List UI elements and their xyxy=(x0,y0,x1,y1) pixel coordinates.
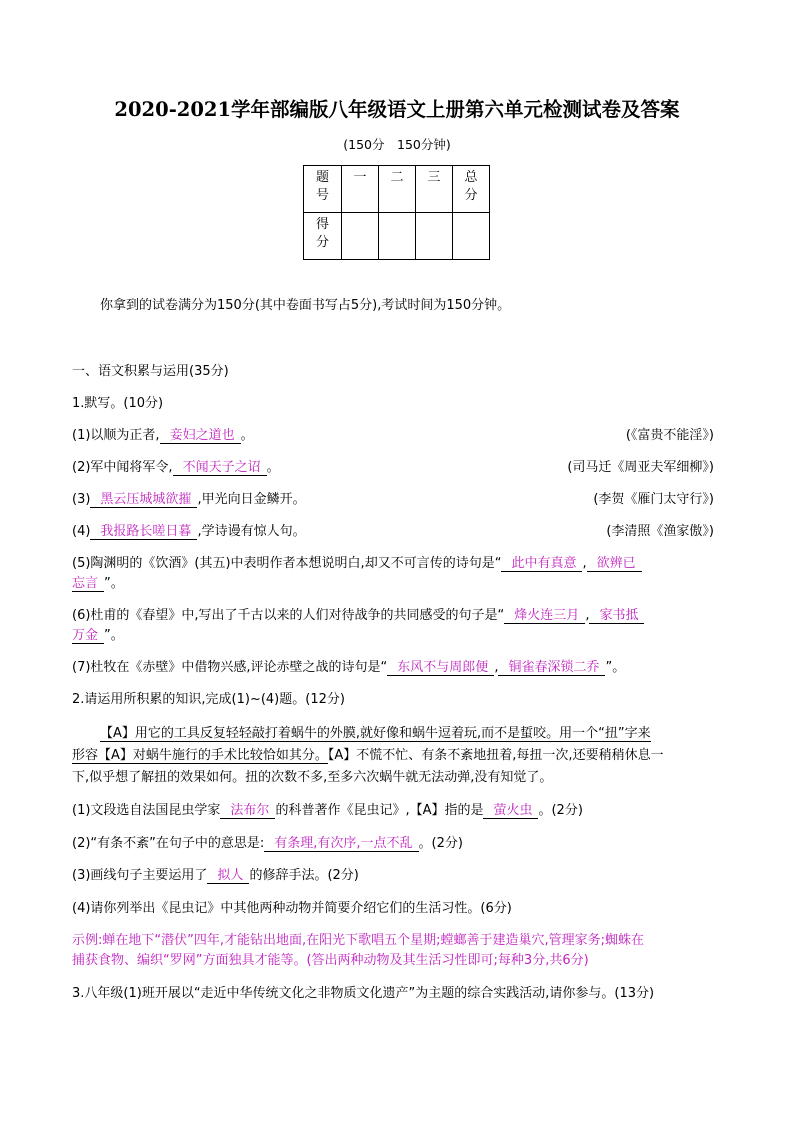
passage-line: 形容【A】对蜗牛施行的手术比较恰如其分。【A】不慌不忙、有条不紊地扭着,每扭一次,还要稍稍休息一 xyxy=(72,748,664,763)
answer-text: 东风不与周郎便 xyxy=(387,660,494,676)
passage-line: 下,似乎想了解扭的效果如何。扭的次数不多,至多六次蜗牛就无法动弹,没有知觉了。 xyxy=(72,770,553,785)
score-table-row xyxy=(304,213,490,260)
question-line: (1)文段选自法国昆虫学家 法布尔 的科普著作《昆虫记》,【A】指的是 萤火虫 。(2分) xyxy=(72,803,583,818)
score-header-cell: 三 xyxy=(416,166,453,213)
answer-text: 不闻天子之诏 xyxy=(173,460,267,476)
question-line-cont: 万金 ”。 xyxy=(72,628,124,643)
source-text: (司马迁《周亚夫军细柳》) xyxy=(567,460,714,475)
source-text: (《富贵不能淫》) xyxy=(625,428,714,443)
answer-text: 萤火虫 xyxy=(483,803,538,819)
answer-text: 拟人 xyxy=(207,868,249,884)
question-line: (2)“有条不紊”在句子中的意思是: 有条理,有次序,一点不乱 。(2分) xyxy=(72,836,463,851)
page-subtitle: (150分 150分钟) xyxy=(343,137,451,152)
question-line: (2)军中闻将军令, 不闻天子之诏 。 (司马迁《周亚夫军细柳》) xyxy=(72,457,722,479)
source-text: (李清照《渔家傲》) xyxy=(606,524,714,539)
answer-text: 黑云压城城欲摧 xyxy=(90,492,197,508)
score-table xyxy=(303,165,490,260)
question-heading: 2.请运用所积累的知识,完成(1)~(4)题。(12分) xyxy=(72,692,345,707)
page-title: 2020-2021学年部编版八年级语文上册第六单元检测试卷及答案 xyxy=(114,98,680,121)
answer-text: 欲辨已 xyxy=(587,556,642,572)
question-line: (4)请你列举出《昆虫记》中其他两种动物并简要介绍它们的生活习性。(6分) xyxy=(72,901,512,916)
question-line: (3)画线句子主要运用了 拟人 的修辞手法。(2分) xyxy=(72,868,359,883)
question-line: (4) 我报路长嗟日暮 ,学诗谩有惊人句。 (李清照《渔家傲》) xyxy=(72,521,722,543)
score-cell[interactable] xyxy=(379,213,416,260)
answer-text: 烽火连三月 xyxy=(504,608,585,624)
score-cell[interactable] xyxy=(453,213,490,260)
question-heading: 1.默写。(10分) xyxy=(72,396,164,411)
answer-text: 有条理,有次序,一点不乱 xyxy=(264,836,418,852)
answer-text: 万金 xyxy=(72,628,104,644)
answer-example: 捕获食物、编织“罗网”方面独具才能等。(答出两种动物及其生活习性即可;每种3分,共6分) xyxy=(72,953,589,968)
answer-text: 铜雀春深锁二乔 xyxy=(498,660,605,676)
answer-text: 此中有真意 xyxy=(501,556,582,572)
answer-text: 忘言 xyxy=(72,576,104,592)
question-line: (5)陶渊明的《饮酒》(其五)中表明作者本想说明白,却又不可言传的诗句是“ 此中有真意 , 欲辨已 xyxy=(72,553,722,575)
question-line-cont: 忘言 ”。 xyxy=(72,576,124,591)
score-header-cell: 一 xyxy=(342,166,379,213)
score-header-cell: 题 号 xyxy=(304,166,342,213)
section-heading: 一、语文积累与运用(35分) xyxy=(72,364,229,379)
answer-text: 家书抵 xyxy=(589,608,644,624)
source-text: (李贺《雁门太守行》) xyxy=(593,492,714,507)
score-header-cell: 总 分 xyxy=(453,166,490,213)
answer-text: 妾妇之道也 xyxy=(160,428,241,444)
score-cell[interactable] xyxy=(416,213,453,260)
answer-example: 示例:蝉在地下“潜伏”四年,才能钻出地面,在阳光下歌唱五个星期;螳螂善于建造巢穴,管理家务;蜘蛛在 xyxy=(72,933,645,948)
intro-text: 你拿到的试卷满分为150分(其中卷面书写占5分),考试时间为150分钟。 xyxy=(100,298,511,313)
answer-text: 我报路长嗟日暮 xyxy=(90,524,197,540)
passage-line: 【A】用它的工具反复轻轻敲打着蜗牛的外膜,就好像和蜗牛逗着玩,而不是蜇咬。用一个“扭”字来 xyxy=(100,726,651,741)
score-header-cell: 二 xyxy=(379,166,416,213)
score-table-row xyxy=(304,166,490,213)
question-line: (6)杜甫的《春望》中,写出了千古以来的人们对待战争的共同感受的句子是“ 烽火连三月 , 家书抵 xyxy=(72,605,722,627)
score-cell[interactable] xyxy=(342,213,379,260)
question-line: (1)以顺为正者, 妾妇之道也 。 (《富贵不能淫》) xyxy=(72,425,722,447)
question-line: (3) 黑云压城城欲摧 ,甲光向日金鳞开。 (李贺《雁门太守行》) xyxy=(72,489,722,511)
question-line: (7)杜牧在《赤壁》中借物兴感,评论赤壁之战的诗句是“ 东风不与周郎便 , 铜雀春深锁二乔 ”。 xyxy=(72,660,626,675)
question-heading: 3.八年级(1)班开展以“走近中华传统文化之非物质文化遗产”为主题的综合实践活动,请你参与。(13分) xyxy=(72,986,655,1001)
score-row-head: 得 分 xyxy=(304,213,342,260)
answer-text: 法布尔 xyxy=(220,803,275,819)
